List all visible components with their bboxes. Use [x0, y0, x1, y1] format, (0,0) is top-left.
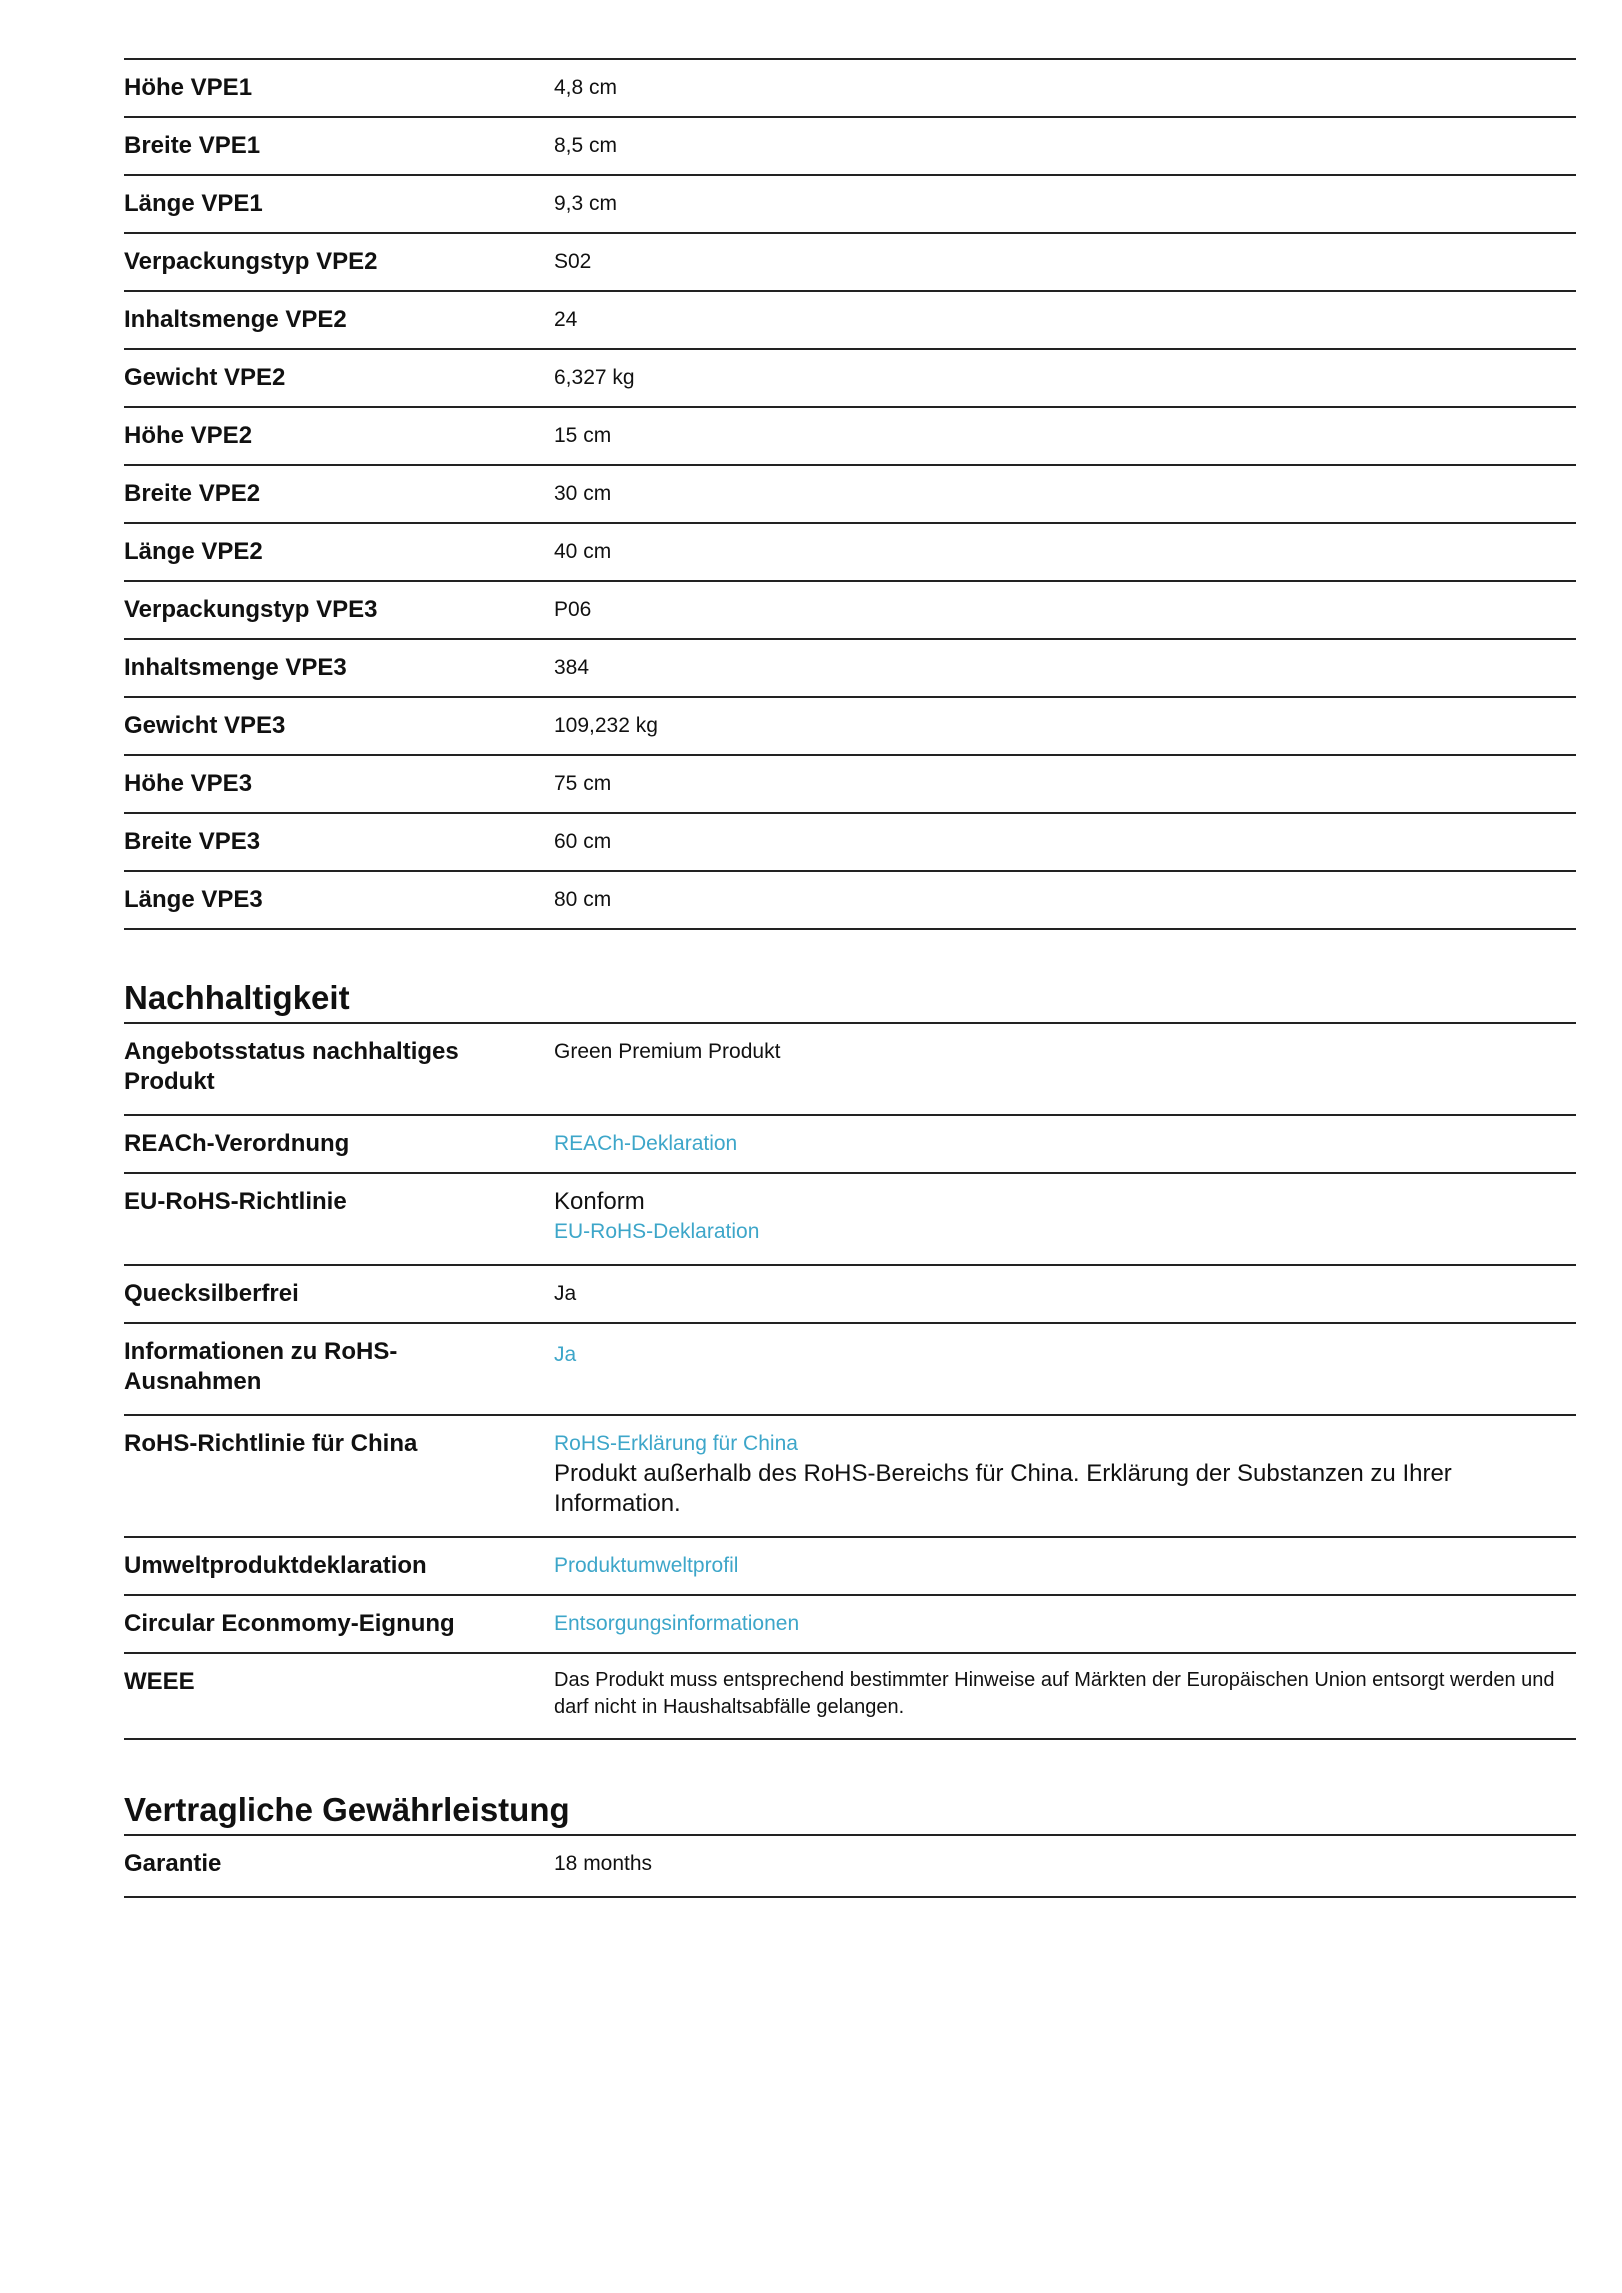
table-row	[124, 1024, 1576, 1116]
table-row	[124, 292, 1576, 350]
section-title-warranty: Vertragliche Gewährleistung	[124, 1790, 1576, 1836]
row-value: 80 cm	[554, 888, 612, 911]
table-row	[124, 1596, 1576, 1654]
row-value: 18 months	[554, 1852, 653, 1875]
reach-declaration-link[interactable]: REACh-Deklaration	[554, 1132, 738, 1155]
table-row	[124, 58, 1576, 118]
table-row	[124, 1116, 1576, 1174]
table-row	[124, 698, 1576, 756]
row-label: EU-RoHS-Richtlinie	[124, 1188, 347, 1215]
row-label: WEEE	[124, 1668, 195, 1695]
row-label: Länge VPE3	[124, 886, 263, 913]
sustainability-table	[124, 1024, 1576, 1740]
row-label: Circular Econmomy-Eignung	[124, 1610, 455, 1637]
table-row	[124, 1266, 1576, 1324]
row-value: 4,8 cm	[554, 76, 618, 99]
table-row	[124, 118, 1576, 176]
table-row	[124, 1416, 1576, 1538]
row-value: 15 cm	[554, 424, 612, 447]
row-label: Höhe VPE2	[124, 422, 253, 449]
row-label: Länge VPE1	[124, 190, 263, 217]
row-label: Breite VPE3	[124, 828, 261, 855]
row-label: Inhaltsmenge VPE3	[124, 654, 347, 681]
table-row	[124, 1324, 1576, 1416]
table-row	[124, 350, 1576, 408]
row-label: Informationen zu RoHS-Ausnahmen	[124, 1338, 398, 1395]
table-row	[124, 814, 1576, 872]
row-value: Green Premium Produkt	[554, 1040, 781, 1063]
china-rohs-link[interactable]: RoHS-Erklärung für China	[554, 1432, 798, 1455]
table-row	[124, 524, 1576, 582]
table-row	[124, 176, 1576, 234]
row-label: Höhe VPE3	[124, 770, 253, 797]
row-value: Ja	[554, 1282, 577, 1305]
eu-rohs-declaration-link[interactable]: EU-RoHS-Deklaration	[554, 1220, 760, 1243]
row-value: Konform	[554, 1188, 645, 1215]
packaging-table	[124, 58, 1576, 930]
row-value: Produkt außerhalb des RoHS-Bereichs für China. Erklärung der Substanzen zu Ihrer Information.	[554, 1460, 1452, 1517]
row-label: Quecksilberfrei	[124, 1280, 299, 1307]
row-value: 30 cm	[554, 482, 612, 505]
table-row	[124, 756, 1576, 814]
row-value: P06	[554, 598, 592, 621]
warranty-table	[124, 1836, 1576, 1898]
row-value: 24	[554, 308, 578, 331]
row-value: 40 cm	[554, 540, 612, 563]
row-label: REACh-Verordnung	[124, 1130, 350, 1157]
row-value: 8,5 cm	[554, 134, 618, 157]
rohs-exemptions-link[interactable]: Ja	[554, 1343, 577, 1366]
row-label: Verpackungstyp VPE3	[124, 596, 378, 623]
table-row	[124, 234, 1576, 292]
row-value: Das Produkt muss entsprechend bestimmter Hinweise auf Märkten der Europäischen Union entsorgt werden und darf nicht in Haushaltsabfälle gelangen.	[554, 1669, 1555, 1718]
table-row	[124, 582, 1576, 640]
row-value: 6,327 kg	[554, 366, 635, 389]
row-label: Inhaltsmenge VPE2	[124, 306, 347, 333]
table-row	[124, 466, 1576, 524]
table-row	[124, 1174, 1576, 1266]
row-label: RoHS-Richtlinie für China	[124, 1430, 418, 1457]
row-value: 109,232 kg	[554, 714, 658, 737]
row-label: Länge VPE2	[124, 538, 263, 565]
table-row	[124, 1538, 1576, 1596]
row-value: 75 cm	[554, 772, 612, 795]
row-value: S02	[554, 250, 592, 273]
table-row	[124, 408, 1576, 466]
row-value: 9,3 cm	[554, 192, 618, 215]
row-label: Höhe VPE1	[124, 74, 253, 101]
row-value: 384	[554, 656, 590, 679]
row-label: Breite VPE1	[124, 132, 261, 159]
table-row	[124, 640, 1576, 698]
row-label: Gewicht VPE2	[124, 364, 286, 391]
row-label: Angebotsstatus nachhaltiges Produkt	[124, 1038, 459, 1095]
table-row	[124, 1654, 1576, 1740]
row-label: Breite VPE2	[124, 480, 261, 507]
row-label: Verpackungstyp VPE2	[124, 248, 378, 275]
section-title-sustainability: Nachhaltigkeit	[124, 978, 1576, 1024]
row-label: Gewicht VPE3	[124, 712, 286, 739]
row-label: Garantie	[124, 1850, 222, 1877]
row-label: Umweltproduktdeklaration	[124, 1552, 427, 1579]
row-value: 60 cm	[554, 830, 612, 853]
table-row	[124, 1836, 1576, 1898]
document-page	[124, 58, 1576, 1898]
product-environmental-profile-link[interactable]: Produktumweltprofil	[554, 1554, 739, 1577]
disposal-info-link[interactable]: Entsorgungsinformationen	[554, 1612, 800, 1635]
table-row	[124, 872, 1576, 930]
